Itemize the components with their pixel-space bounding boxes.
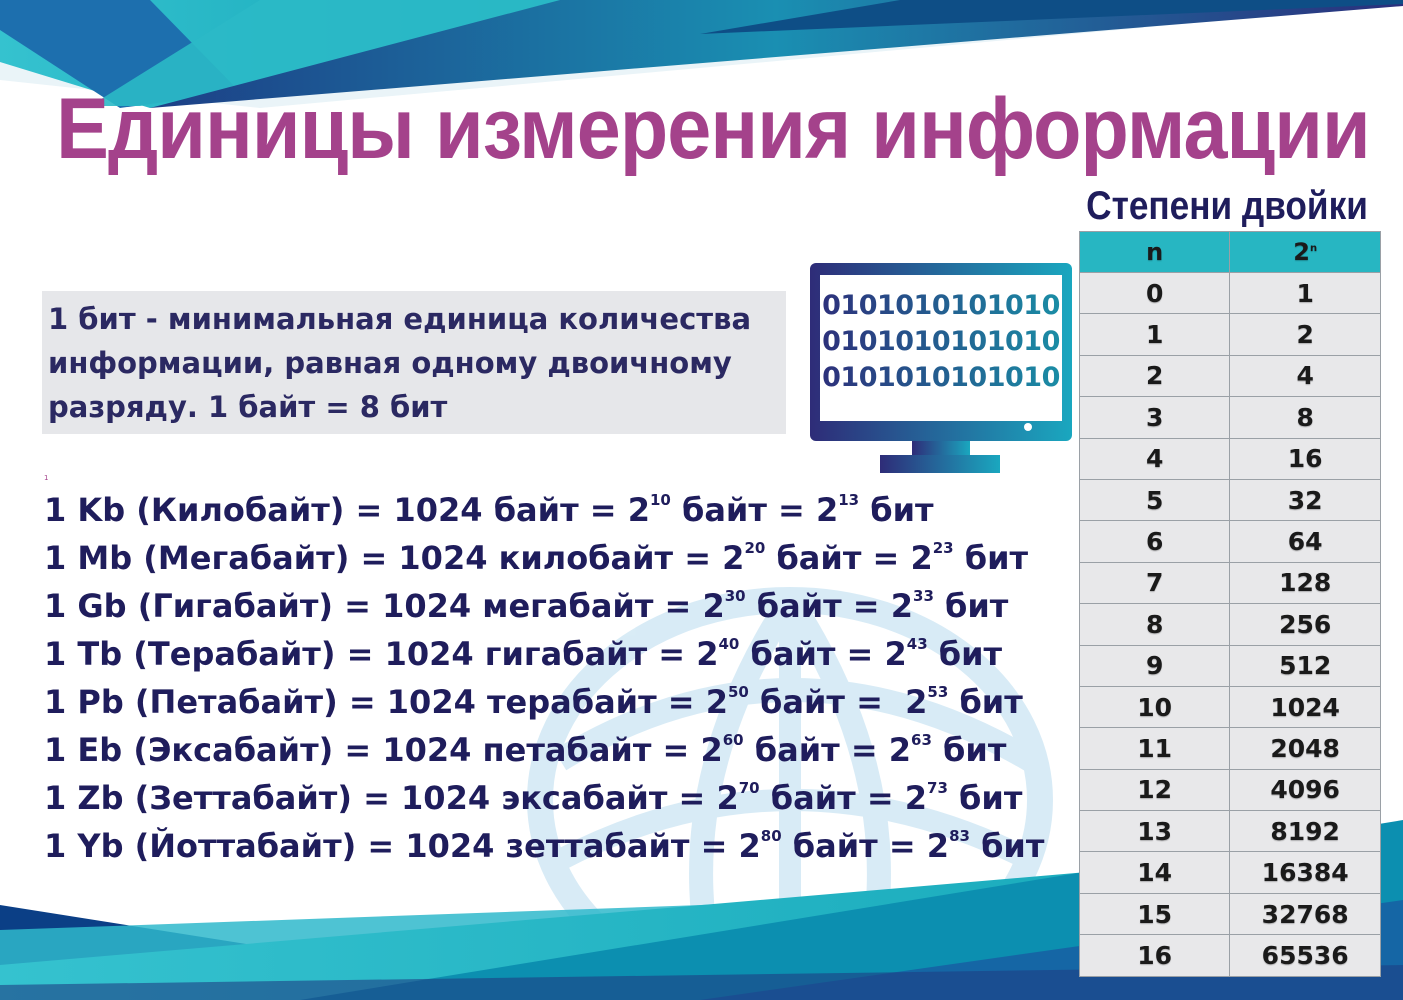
cell-value: 65536: [1230, 935, 1381, 976]
unit-text: байт = 2: [759, 779, 928, 817]
binary-line: 0101010101010: [818, 360, 1064, 396]
tiny-mark: 1: [44, 474, 49, 482]
page-title: Единицы измерения информации: [56, 81, 1370, 177]
cell-n: 4: [1080, 438, 1230, 479]
table-row: [1080, 273, 1381, 314]
unit-text: бит: [953, 539, 1029, 577]
cell-value: 64: [1230, 521, 1381, 562]
cell-value: 8192: [1230, 811, 1381, 852]
unit-text: бит: [933, 587, 1009, 625]
header-power: [1230, 232, 1381, 273]
powers-title: Степени двойки: [1086, 184, 1368, 228]
unit-text: байт = 2: [781, 827, 950, 865]
table-row: [1080, 811, 1381, 852]
header-n: n: [1080, 232, 1230, 273]
definition-box: [42, 291, 786, 434]
cell-n: 3: [1080, 397, 1230, 438]
unit-text: байт = 2: [765, 539, 933, 577]
cell-value: 2048: [1230, 728, 1381, 769]
cell-n: 7: [1080, 562, 1230, 603]
exponent: 80: [760, 827, 782, 846]
header-exponent: n: [1309, 243, 1318, 254]
unit-text: байт = 2: [670, 491, 839, 529]
table-row: [1080, 686, 1381, 727]
unit-line-pb: [44, 678, 1084, 726]
cell-n: 15: [1080, 893, 1230, 934]
unit-line-tb: [44, 630, 1084, 678]
binary-code: [818, 288, 1064, 396]
table-row: [1080, 852, 1381, 893]
cell-n: 9: [1080, 645, 1230, 686]
unit-text: байт = 2: [745, 587, 914, 625]
unit-text: 1 Yb (Йоттабайт) = 1024 зеттабайт = 2: [44, 827, 761, 865]
cell-n: 8: [1080, 604, 1230, 645]
unit-line-gb: [44, 582, 1084, 630]
cell-value: 32768: [1230, 893, 1381, 934]
cell-value: 128: [1230, 562, 1381, 603]
exponent: 23: [932, 539, 954, 558]
table-row: [1080, 728, 1381, 769]
unit-line-zb: [44, 774, 1084, 822]
cell-n: 0: [1080, 273, 1230, 314]
cell-value: 1: [1230, 273, 1381, 314]
cell-n: 13: [1080, 811, 1230, 852]
unit-text: бит: [927, 635, 1003, 673]
cell-n: 14: [1080, 852, 1230, 893]
cell-value: 4: [1230, 355, 1381, 396]
binary-line: 0101010101010: [818, 324, 1064, 360]
table-row: [1080, 893, 1381, 934]
table-row: [1080, 397, 1381, 438]
unit-text: байт = 2: [748, 683, 928, 721]
unit-text: 1 Eb (Эксабайт) = 1024 петабайт = 2: [44, 731, 723, 769]
unit-text: бит: [859, 491, 934, 529]
cell-n: 6: [1080, 521, 1230, 562]
cell-value: 32: [1230, 479, 1381, 520]
table-row: [1080, 769, 1381, 810]
cell-n: 16: [1080, 935, 1230, 976]
unit-text: бит: [947, 779, 1023, 817]
cell-n: 12: [1080, 769, 1230, 810]
table-row: [1080, 314, 1381, 355]
exponent: 53: [927, 683, 949, 702]
powers-table: [1079, 231, 1381, 977]
unit-line-mb: [44, 534, 1084, 582]
cell-n: 2: [1080, 355, 1230, 396]
table-row: [1080, 645, 1381, 686]
unit-text: 1 Zb (Зеттабайт) = 1024 эксабайт = 2: [44, 779, 739, 817]
header-base: 2: [1293, 238, 1310, 266]
unit-text: байт = 2: [739, 635, 907, 673]
cell-value: 512: [1230, 645, 1381, 686]
cell-n: 10: [1080, 686, 1230, 727]
unit-line-yb: [44, 822, 1084, 870]
exponent: 13: [838, 491, 860, 510]
cell-value: 4096: [1230, 769, 1381, 810]
cell-n: 5: [1080, 479, 1230, 520]
exponent: 33: [913, 587, 934, 606]
cell-value: 1024: [1230, 686, 1381, 727]
cell-value: 16384: [1230, 852, 1381, 893]
definition-line: 1 бит - минимальная единица количества: [48, 302, 752, 336]
table-row: [1080, 935, 1381, 976]
binary-line: 0101010101010: [818, 288, 1064, 324]
cell-value: 16: [1230, 438, 1381, 479]
unit-text: 1 Mb (Мегабайт) = 1024 килобайт = 2: [44, 539, 745, 577]
cell-n: 11: [1080, 728, 1230, 769]
exponent: 20: [744, 539, 766, 558]
exponent: 10: [649, 491, 671, 510]
exponent: 63: [911, 731, 932, 750]
unit-text: бит: [931, 731, 1007, 769]
cell-value: 8: [1230, 397, 1381, 438]
unit-text: бит: [948, 683, 1023, 721]
definition-line: разряду. 1 байт = 8 бит: [48, 390, 448, 424]
exponent: 30: [724, 587, 746, 606]
table-row: [1080, 562, 1381, 603]
exponent: 43: [906, 635, 928, 654]
cell-value: 256: [1230, 604, 1381, 645]
unit-text: 1 Tb (Терабайт) = 1024 гигабайт = 2: [44, 635, 719, 673]
unit-text: байт = 2: [743, 731, 912, 769]
exponent: 83: [949, 827, 970, 846]
cell-value: 2: [1230, 314, 1381, 355]
exponent: 60: [722, 731, 744, 750]
table-row: [1080, 438, 1381, 479]
table-header-row: [1080, 232, 1381, 273]
exponent: 40: [718, 635, 740, 654]
exponent: 73: [927, 779, 948, 798]
definition-line: информации, равная одному двоичному: [48, 346, 732, 380]
unit-line-eb: [44, 726, 1084, 774]
exponent: 50: [728, 683, 749, 702]
unit-text: 1 Gb (Гигабайт) = 1024 мегабайт = 2: [44, 587, 725, 625]
unit-line-kb: [44, 486, 1084, 534]
unit-text: бит: [969, 827, 1045, 865]
units-list: [44, 486, 1084, 870]
table-row: [1080, 521, 1381, 562]
table-row: [1080, 604, 1381, 645]
unit-text: 1 Pb (Петабайт) = 1024 терабайт = 2: [44, 683, 728, 721]
exponent: 70: [738, 779, 760, 798]
cell-n: 1: [1080, 314, 1230, 355]
table-row: [1080, 355, 1381, 396]
unit-text: 1 Kb (Килобайт) = 1024 байт = 2: [44, 491, 650, 529]
table-row: [1080, 479, 1381, 520]
